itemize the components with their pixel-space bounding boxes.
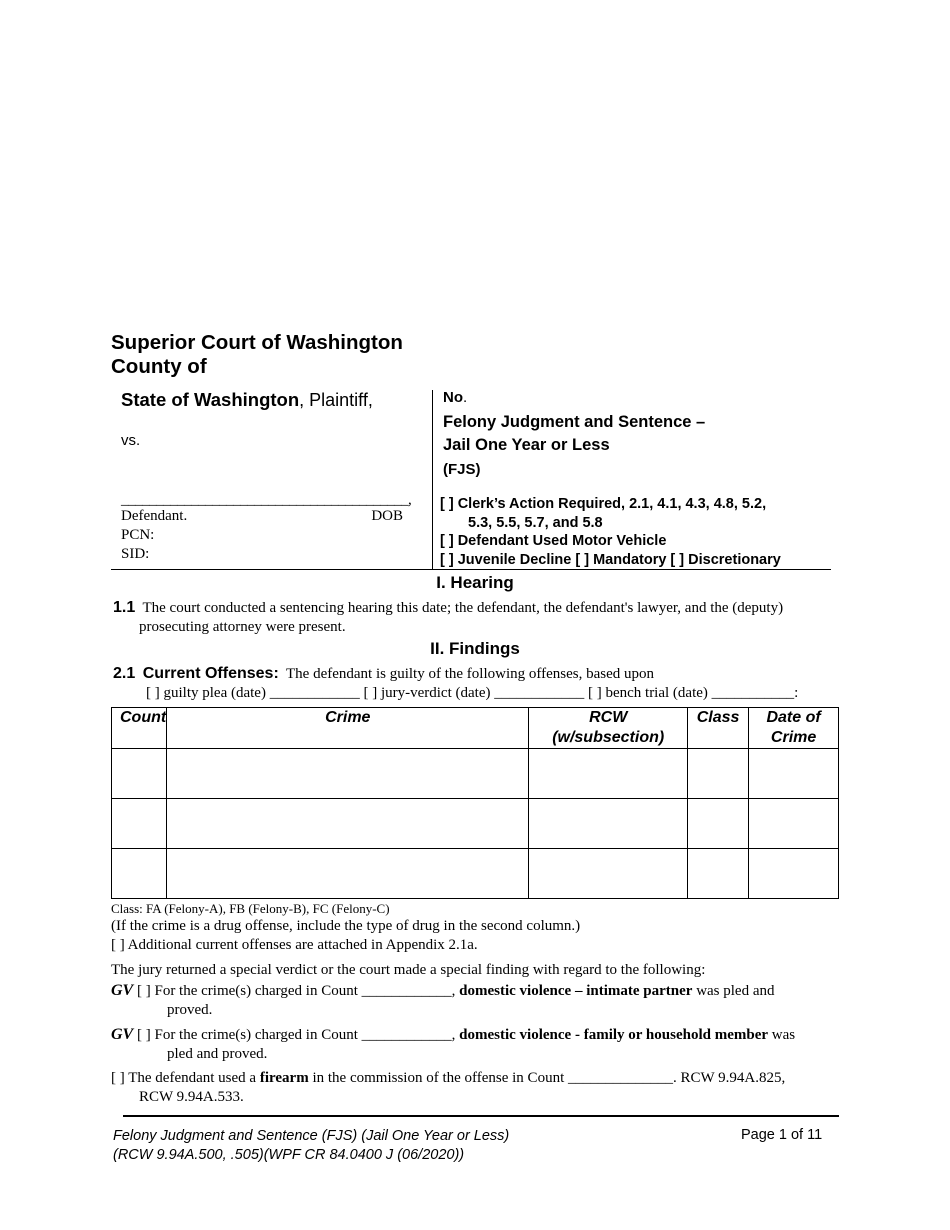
crime-cell[interactable] [167,849,529,899]
document-abbrev: (FJS) [443,461,481,478]
gv-family-finding[interactable] [111,1025,851,1045]
footer-line2: (RCW 9.94A.500, .505)(WPF CR 84.0400 J (06/2020)) [113,1147,465,1163]
paragraph-2-1 [113,664,873,703]
count-header [112,708,167,749]
county-label: County of [111,355,207,378]
caption-divider [432,390,433,570]
caption-bottom-rule [111,569,831,570]
rcw-header [529,708,688,749]
plea-basis-line[interactable]: [ ] guilty plea (date) ____________ [ ] jury-verdict (date) ____________ [ ] bench trial (date) ___________: [146,685,799,701]
sid-label: SID: [121,546,150,562]
hearing-text: The court conducted a sentencing hearing this date; the defendant, the defendant's lawyer, and the (deputy) [142,600,784,616]
clerk-action-checkbox[interactable]: [ ] Clerk’s Action Required, 2.1, 4.1, 4.3, 4.8, 5.2, [440,496,767,512]
gv2-text-pre: [ ] For the crime(s) charged in Count ____________, [136,1027,460,1043]
section-findings-heading: II. Findings [430,639,520,658]
plaintiff-name: State of Washington [121,389,300,410]
case-info [443,389,843,478]
firearm-text-post: in the commission of the offense in Count ______________. RCW 9.94A.825, [308,1070,786,1086]
clerk-action-continued: 5.3, 5.5, 5.7, and 5.8 [468,514,603,531]
count-cell[interactable] [112,849,167,899]
crime-header [167,708,529,749]
table-notes [111,901,851,955]
crime-cell[interactable] [167,749,529,799]
document-title-line1: Felony Judgment and Sentence – [443,413,706,431]
paragraph-number: 2.1 [113,665,136,682]
special-findings [111,961,851,1107]
caption-checkboxes [440,495,781,569]
gv-label: GV [111,1026,134,1043]
additional-offenses-checkbox[interactable]: [ ] Additional current offenses are attached in Appendix 2.1a. [111,937,478,953]
rcw-cell[interactable] [529,799,688,849]
class-header [688,708,749,749]
plaintiff-line [121,389,373,411]
dob-label: DOB [371,508,403,524]
gv-intimate-partner-finding[interactable] [111,981,851,1001]
hearing-text-cont: prosecuting attorney were present. [139,619,346,635]
class-header-label: Class [696,709,740,726]
gv1-text-pre: [ ] For the crime(s) charged in Count ____________, [136,983,460,999]
current-offenses-heading: Current Offenses: [142,665,279,682]
gv1-text-post: was pled and [692,983,775,999]
gv-label: GV [111,982,134,999]
firearm-finding[interactable] [111,1069,851,1088]
count-header-label: Count [120,709,167,726]
document-title-line2: Jail One Year or Less [443,436,610,454]
paragraph-number: 1.1 [113,599,136,616]
motor-vehicle-checkbox[interactable]: [ ] Defendant Used Motor Vehicle [440,533,667,549]
rcw-header-sub: (w/subsection) [552,729,665,746]
crime-cell[interactable] [167,799,529,849]
date-cell[interactable] [749,849,839,899]
paragraph-1-1 [113,598,853,637]
firearm-text-bold: firearm [259,1070,309,1086]
gv1-text-bold: domestic violence – intimate partner [459,983,693,999]
crime-header-label: Crime [325,709,371,726]
date-header [749,708,839,749]
footer-rule [123,1115,839,1117]
gv1-text-cont: proved. [167,1002,213,1018]
gv2-text-bold: domestic violence - family or household member [459,1027,769,1043]
case-number-label: No [443,389,463,406]
page-number: Page 1 of 11 [741,1127,823,1143]
drug-note: (If the crime is a drug offense, include the type of drug in the second column.) [111,918,581,934]
defendant-label: Defendant. [121,508,188,524]
pcn-label: PCN: [121,527,155,543]
table-header-row [112,708,839,749]
court-heading [111,331,403,379]
class-key-note: Class: FA (Felony-A), FB (Felony-B), FC (Felony-C) [111,901,390,916]
date-cell[interactable] [749,799,839,849]
juvenile-decline-checkbox[interactable]: [ ] Juvenile Decline [ ] Mandatory [ ] Discretionary [440,551,781,568]
offenses-intro: The defendant is guilty of the following offenses, based upon [286,666,654,682]
class-cell[interactable] [688,749,749,799]
firearm-text-pre: [ ] The defendant used a [111,1070,260,1086]
class-cell[interactable] [688,799,749,849]
court-name: Superior Court of Washington [111,331,403,354]
table-row [112,849,839,899]
table-row [112,749,839,799]
rcw-header-label: RCW [589,709,628,726]
gv2-text-cont: pled and proved. [167,1046,268,1062]
gv2-text-post: was [768,1027,796,1043]
plaintiff-role: , Plaintiff, [299,390,373,410]
rcw-cell[interactable] [529,749,688,799]
count-cell[interactable] [112,749,167,799]
footer-form-title [113,1127,509,1165]
table-row [112,799,839,849]
section-hearing-heading: I. Hearing [436,573,514,592]
case-number [443,389,843,406]
special-verdict-intro: The jury returned a special verdict or the court made a special finding with regard to the following: [111,962,706,978]
firearm-text-cont: RCW 9.94A.533. [139,1089,244,1105]
date-cell[interactable] [749,749,839,799]
rcw-cell[interactable] [529,849,688,899]
footer-line1: Felony Judgment and Sentence (FJS) (Jail One Year or Less) [113,1128,510,1144]
defendant-info [121,507,411,564]
defendant-name-line[interactable]: _________________________________________, [121,492,412,508]
offenses-table [111,707,839,899]
class-cell[interactable] [688,849,749,899]
count-cell[interactable] [112,799,167,849]
date-header-sub: Crime [770,729,817,746]
versus-label: vs. [121,432,141,449]
case-number-period: . [463,389,468,406]
date-header-label: Date of [766,709,821,726]
